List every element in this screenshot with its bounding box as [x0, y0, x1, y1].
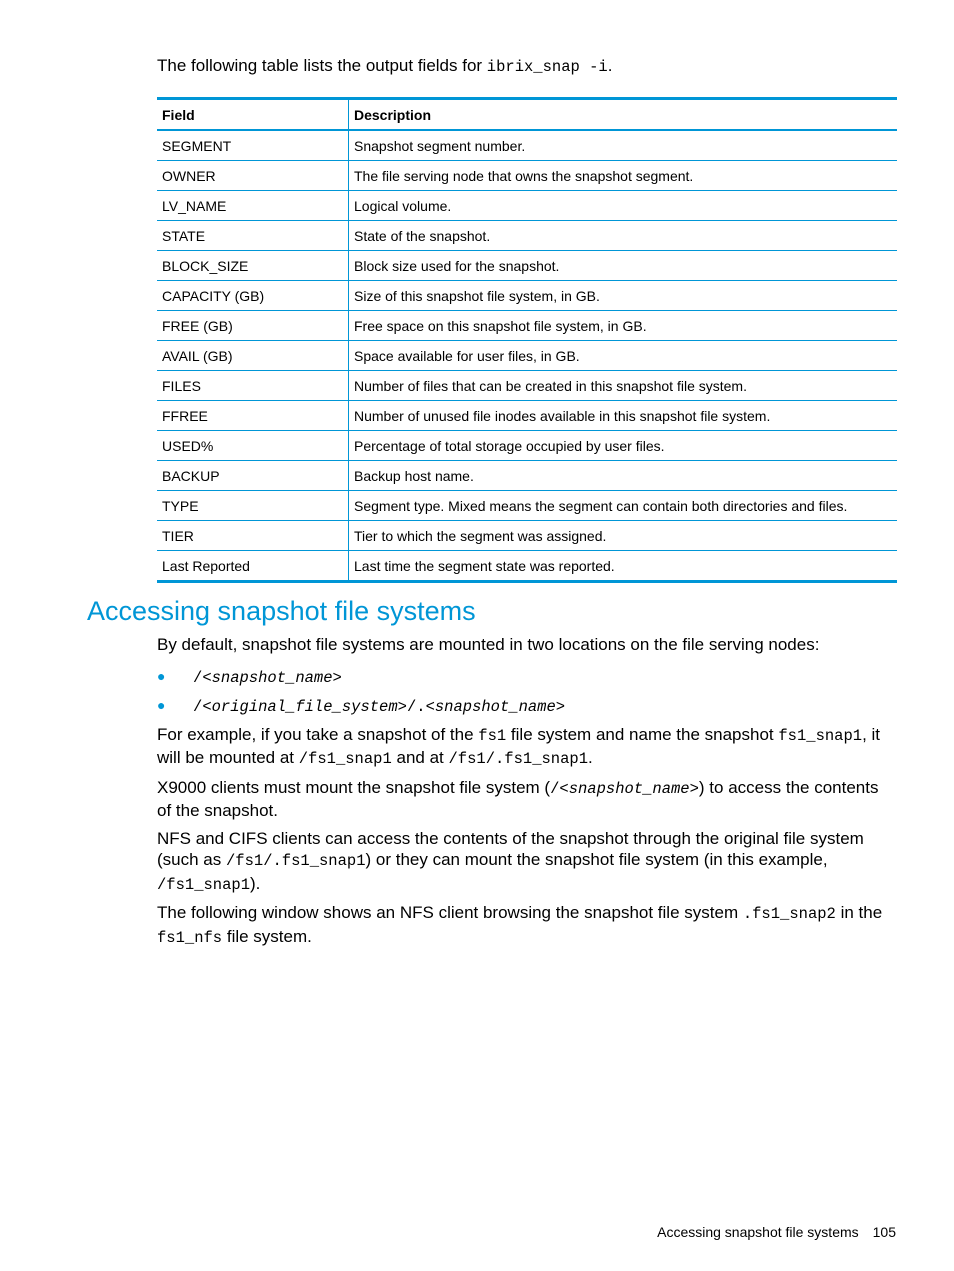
- field-cell: OWNER: [157, 161, 349, 191]
- list-item: [157, 662, 897, 691]
- description-cell: Free space on this snapshot file system, in GB.: [349, 311, 898, 341]
- table-row: [157, 191, 897, 221]
- window-text: in the: [835, 903, 883, 922]
- description-cell: The file serving node that owns the snapshot segment.: [349, 161, 898, 191]
- table-row: [157, 431, 897, 461]
- path-prefix: /: [193, 668, 203, 687]
- snapshot-name-placeholder: <snapshot_name>: [559, 779, 699, 798]
- table-row: [157, 251, 897, 281]
- table-row: [157, 461, 897, 491]
- table-row: [157, 401, 897, 431]
- example-text: and at: [391, 748, 449, 767]
- field-cell: Last Reported: [157, 551, 349, 582]
- description-cell: Space available for user files, in GB.: [349, 341, 898, 371]
- header-field: Field: [157, 99, 349, 131]
- description-cell: Number of files that can be created in this snapshot file system.: [349, 371, 898, 401]
- field-cell: FREE (GB): [157, 311, 349, 341]
- field-cell: BACKUP: [157, 461, 349, 491]
- field-cell: FFREE: [157, 401, 349, 431]
- code-mount-path-2: /fs1/.fs1_snap1: [448, 750, 589, 768]
- field-cell: STATE: [157, 221, 349, 251]
- page-number: 105: [872, 1224, 896, 1240]
- code-slash: /: [550, 779, 560, 798]
- description-cell: State of the snapshot.: [349, 221, 898, 251]
- table-row: [157, 221, 897, 251]
- code-fs1-snap2: .fs1_snap2: [742, 905, 836, 923]
- nfs-text: NFS and CIFS clients can access the contents of the snapshot through the original file system (such as: [157, 828, 864, 869]
- bullet-icon: ●: [157, 667, 166, 684]
- code-fs1: fs1: [478, 726, 507, 745]
- mount-locations-list: [157, 662, 897, 720]
- table-row: [157, 551, 897, 582]
- field-cell: FILES: [157, 371, 349, 401]
- example-text: file system and name the snapshot: [506, 724, 779, 744]
- header-description: Description: [349, 99, 898, 131]
- nfs-text: ) or they can mount the snapshot file system (in this example,: [365, 850, 828, 869]
- command-code: ibrix_snap -i: [486, 58, 608, 76]
- example-text: For example, if you take a snapshot of the: [157, 724, 479, 744]
- field-cell: CAPACITY (GB): [157, 281, 349, 311]
- path-separator: /.: [406, 697, 426, 716]
- table-row: [157, 281, 897, 311]
- table-row: [157, 341, 897, 371]
- example-paragraph: [157, 724, 897, 771]
- table-row: [157, 130, 897, 161]
- field-cell: TIER: [157, 521, 349, 551]
- table-row: [157, 521, 897, 551]
- description-cell: Backup host name.: [349, 461, 898, 491]
- field-cell: USED%: [157, 431, 349, 461]
- description-cell: Block size used for the snapshot.: [349, 251, 898, 281]
- original-fs-placeholder: <original_file_system>: [202, 697, 407, 716]
- table-row: [157, 311, 897, 341]
- x9000-text: X9000 clients must mount the snapshot file system (: [157, 777, 551, 797]
- window-text: file system.: [222, 926, 312, 946]
- description-cell: Segment type. Mixed means the segment can contain both directories and files.: [349, 491, 898, 521]
- list-item: [157, 691, 897, 720]
- field-cell: LV_NAME: [157, 191, 349, 221]
- nfs-text: ).: [250, 873, 261, 893]
- snapshot-name-placeholder: <snapshot_name>: [425, 697, 566, 716]
- description-cell: Snapshot segment number.: [349, 130, 898, 161]
- x9000-paragraph: [157, 777, 897, 822]
- field-cell: TYPE: [157, 491, 349, 521]
- description-cell: Logical volume.: [349, 191, 898, 221]
- output-fields-table: [157, 97, 897, 583]
- path-prefix: /: [193, 697, 203, 716]
- x9000-text: ) to access the contents of the snapshot.: [157, 777, 879, 820]
- code-mount-path-1: /fs1_snap1: [298, 750, 392, 768]
- code-original-path: /fs1/.fs1_snap1: [225, 852, 366, 870]
- code-fs1-snap1: fs1_snap1: [778, 726, 863, 745]
- footer-section-title: Accessing snapshot file systems: [657, 1224, 859, 1240]
- snapshot-name-placeholder: <snapshot_name>: [202, 668, 342, 687]
- nfs-cifs-paragraph: [157, 828, 897, 897]
- window-paragraph: [157, 902, 897, 949]
- intro-paragraph: [157, 55, 897, 78]
- table-row: [157, 371, 897, 401]
- code-snapshot-path: /fs1_snap1: [157, 875, 251, 894]
- bullet-icon: ●: [157, 696, 166, 713]
- description-cell: Number of unused file inodes available in this snapshot file system.: [349, 401, 898, 431]
- intro-period: .: [607, 56, 613, 75]
- intro-text: The following table lists the output fields for: [157, 56, 487, 75]
- description-cell: Last time the segment state was reported.: [354, 557, 615, 574]
- field-cell: AVAIL (GB): [157, 341, 349, 371]
- table-row: [157, 161, 897, 191]
- default-mount-paragraph: By default, snapshot file systems are mounted in two locations on the file serving nodes:: [157, 635, 820, 654]
- field-cell: BLOCK_SIZE: [157, 251, 349, 281]
- description-cell: Tier to which the segment was assigned.: [349, 521, 898, 551]
- example-text: , it will be mounted at: [157, 724, 881, 767]
- table-header-row: [157, 99, 897, 131]
- code-fs1-nfs: fs1_nfs: [157, 928, 223, 947]
- table-row: [157, 491, 897, 521]
- section-heading: Accessing snapshot file systems: [87, 596, 476, 626]
- description-cell: Size of this snapshot file system, in GB.: [349, 281, 898, 311]
- page-footer: [600, 1222, 896, 1242]
- description-cell: Percentage of total storage occupied by user files.: [349, 431, 898, 461]
- window-text: The following window shows an NFS client browsing the snapshot file system: [157, 903, 743, 922]
- field-cell: SEGMENT: [157, 130, 349, 161]
- example-text: .: [588, 748, 593, 767]
- section-body: [157, 634, 897, 955]
